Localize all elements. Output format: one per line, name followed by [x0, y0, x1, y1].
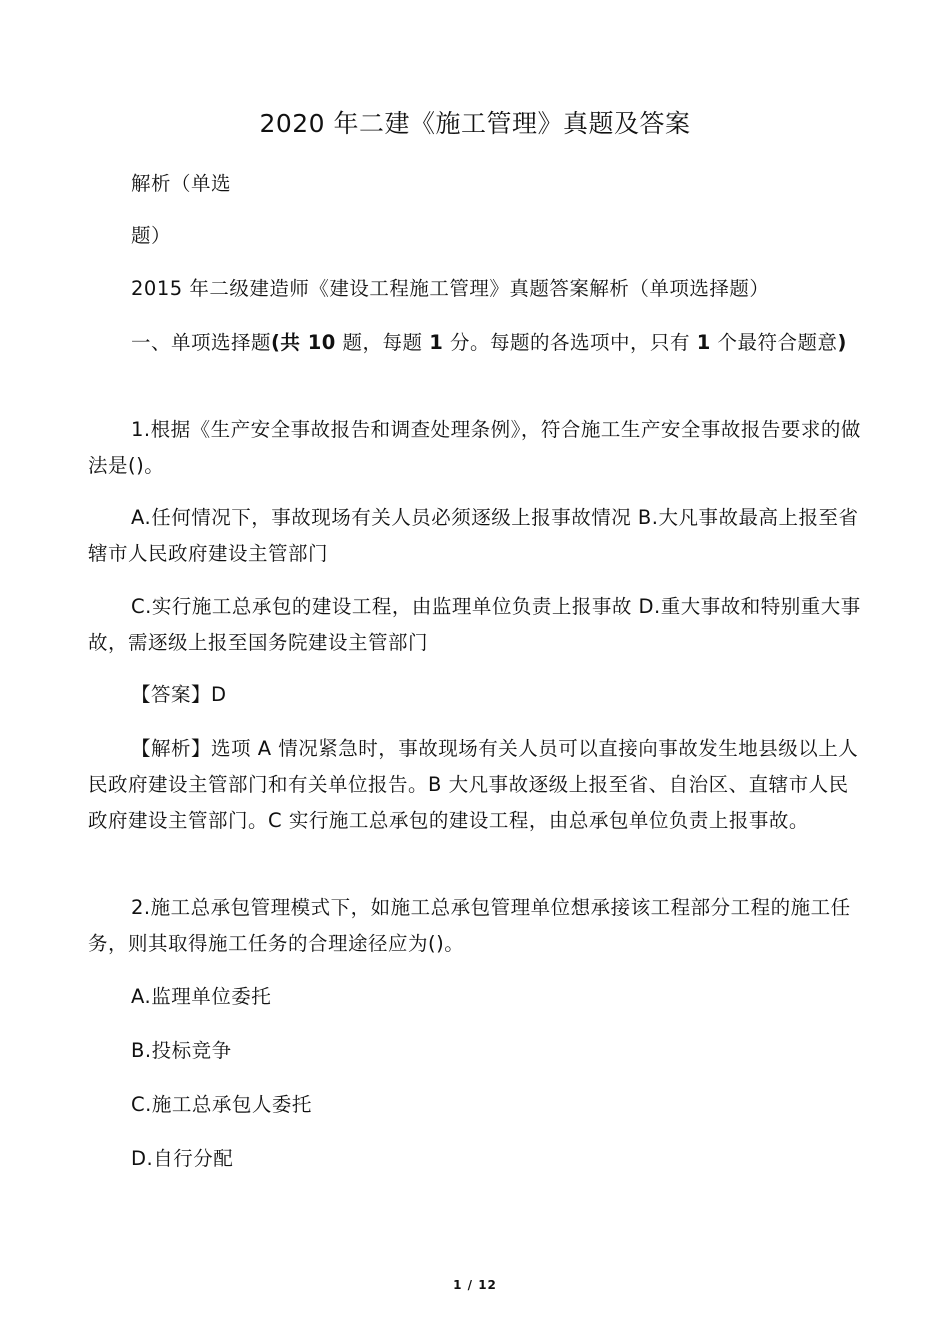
page-current: 1 [453, 1278, 463, 1292]
section-heading-count: 10 [307, 331, 336, 354]
section-heading-text-3: 分。每题的各选项中，只有 [443, 331, 697, 354]
question-2-option-c: C.施工总承包人委托 [131, 1093, 312, 1116]
question-2-option-d: D.自行分配 [131, 1147, 234, 1170]
question-2-option-a: A.监理单位委托 [131, 985, 272, 1008]
question-2: 2.施工总承包管理模式下，如施工总承包管理单位想承接该工程部分工程的施工任务，则其取得施工任务的合理途径应为()。 [88, 896, 851, 955]
page-total: 12 [478, 1278, 497, 1292]
question-1-options-cd: C.实行施工总承包的建设工程，由监理单位负责上报事故 D.重大事故和特别重大事故，需逐级上报至国务院建设主管部门 [88, 595, 861, 654]
paragraph-subtitle: 2015 年二级建造师《建设工程施工管理》真题答案解析（单项选择题） [131, 277, 770, 300]
question-1-options-ab: A.任何情况下，事故现场有关人员必须逐级上报事故情况 B.大凡事故最高上报至省辖市人民政府建设主管部门 [88, 506, 859, 565]
section-heading-text-4: 个最符合题意 [710, 331, 838, 354]
section-heading-score: 1 [429, 331, 444, 354]
section-heading-one: 1 [696, 331, 711, 354]
section-heading-text-2: 题，每题 [335, 331, 430, 354]
section-heading-paren-open: (共 [271, 331, 308, 354]
section-heading-text: 一、单项选择题 [131, 331, 272, 354]
paragraph-question-label: 题） [131, 224, 172, 247]
question-1: 1.根据《生产安全事故报告和调查处理条例》，符合施工生产安全事故报告要求的做法是()。 [88, 418, 861, 477]
section-heading-paren-close: ) [837, 331, 847, 354]
page-separator: / [467, 1278, 474, 1292]
question-2-option-b: B.投标竞争 [131, 1039, 232, 1062]
question-1-analysis: 【解析】选项 A 情况紧急时，事故现场有关人员可以直接向事故发生地县级以上人民政府建设主管部门和有关单位报告。B 大凡事故逐级上报至省、自治区、直辖市人民政府建设主管部门。C 实行施工总承包的建设工程，由总承包单位负责上报事故。 [88, 737, 859, 832]
question-1-answer: 【答案】D [131, 683, 227, 706]
section-heading [88, 325, 866, 361]
document-title: 2020 年二建《施工管理》真题及答案 [259, 109, 691, 138]
page-number [0, 1278, 950, 1292]
paragraph-analysis-label: 解析（单选 [131, 172, 232, 195]
